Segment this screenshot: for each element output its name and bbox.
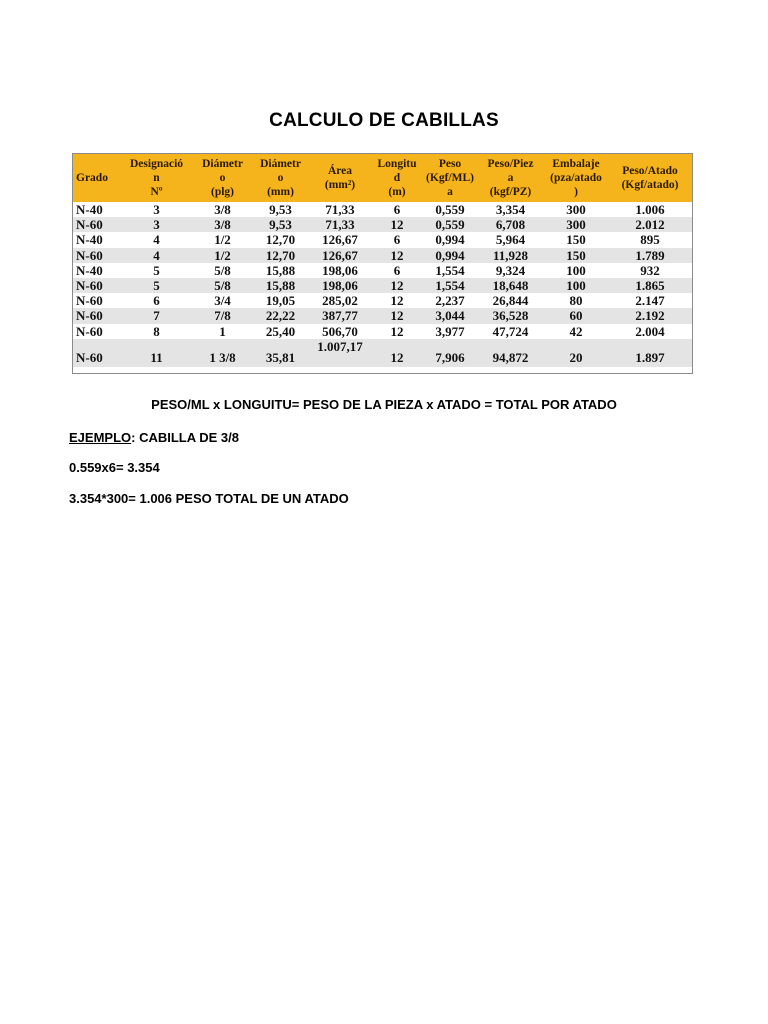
cell: 2.004: [635, 323, 665, 339]
cell: 26,844: [492, 293, 529, 309]
table-header-row: [73, 154, 692, 202]
page-title: CALCULO DE CABILLAS: [269, 110, 499, 131]
cell: 100: [566, 262, 586, 278]
cell: 12: [390, 217, 404, 233]
cell: 7,906: [435, 349, 465, 365]
cell: 3/8: [214, 217, 231, 233]
cell: 9,324: [495, 262, 526, 278]
cell: N-60: [76, 217, 103, 233]
cell: 12: [390, 308, 404, 324]
cell: 895: [640, 232, 660, 248]
cell: 6,708: [495, 217, 526, 233]
cell: 25,40: [265, 323, 296, 339]
cell: 300: [566, 217, 586, 233]
cell: 285,02: [322, 293, 358, 309]
cell: 1.865: [635, 278, 665, 294]
cell: 2,237: [435, 293, 465, 309]
cell: 2.012: [635, 217, 665, 233]
cell: 11,928: [492, 247, 529, 263]
cell: 11: [150, 349, 163, 365]
cell: 6: [153, 293, 160, 309]
cell: 3,354: [495, 202, 526, 218]
header-area: Área (mm²): [324, 165, 356, 191]
cell: 0,559: [435, 217, 465, 233]
cell: 506,70: [322, 323, 358, 339]
table-row: [73, 263, 692, 278]
header-embalaje: Embalaje (pza/atado ): [550, 158, 602, 198]
formula-line: PESO/ML x LONGUITU= PESO DE LA PIEZA x ATADO = TOTAL POR ATADO: [151, 397, 617, 412]
cell: 150: [566, 232, 586, 248]
cell: 1,554: [435, 262, 465, 278]
cell: 12: [390, 278, 404, 294]
cell: N-60: [76, 349, 103, 365]
cell: 1.007,17: [317, 338, 363, 354]
table-row: [73, 324, 692, 339]
rebar-table-image: [72, 153, 693, 374]
cell: 198,06: [322, 262, 358, 278]
cell: 6: [393, 232, 401, 248]
cell: 1,554: [435, 278, 465, 294]
cell: 15,88: [265, 262, 296, 278]
cell: 126,67: [322, 232, 358, 248]
cell: 9,53: [269, 217, 292, 233]
cell: 8: [153, 323, 160, 339]
cell: 1.006: [635, 202, 665, 218]
cell: 22,22: [265, 308, 296, 324]
cell: 71,33: [325, 217, 355, 233]
cell: N-40: [76, 202, 103, 218]
cell: 0,994: [435, 247, 465, 263]
cell: 1.897: [635, 349, 665, 365]
cell: 12,70: [265, 247, 296, 263]
header-diametro-mm: Diámetr o (mm): [260, 158, 301, 198]
cell: 94,872: [492, 349, 529, 365]
cell: 12,70: [265, 232, 296, 248]
cell: 42: [569, 323, 583, 339]
cell: N-60: [76, 247, 103, 263]
cell: 12: [390, 293, 404, 309]
table-row: [73, 278, 692, 293]
cell: 12: [390, 247, 404, 263]
table-row: [73, 293, 692, 308]
example-line: [69, 430, 239, 445]
header-peso-pieza: Peso/Piez a (kgf/PZ): [487, 158, 534, 198]
table-row: [73, 308, 692, 323]
header-grado: Grado: [76, 172, 108, 184]
cell: 5: [153, 278, 160, 294]
cell: 6: [393, 202, 401, 218]
header-diametro-plg: Diámetr o (plg): [202, 158, 243, 198]
table-row: [73, 232, 692, 247]
cell: N-40: [76, 262, 103, 278]
cell: 387,77: [322, 308, 358, 324]
cell: 932: [640, 262, 660, 278]
cell: 3,044: [435, 308, 465, 324]
cell: 0,994: [435, 232, 465, 248]
cell: 1 3/8: [209, 349, 236, 365]
cell: 47,724: [492, 323, 529, 339]
cell: 1/2: [214, 247, 231, 263]
cell: 1: [219, 323, 226, 339]
cell: N-60: [76, 293, 103, 309]
cell: 100: [566, 278, 586, 294]
table-row: [73, 202, 692, 217]
cell: 198,06: [322, 278, 358, 294]
cell: 36,528: [492, 308, 529, 324]
header-designacion: Designació n Nº: [129, 158, 184, 198]
cell: 3,977: [435, 323, 465, 339]
cell: N-60: [76, 278, 103, 294]
table-row: [73, 217, 692, 232]
header-peso: Peso (Kgf/ML) a: [426, 158, 474, 198]
cell: N-40: [76, 232, 103, 248]
cell: 3/8: [214, 202, 231, 218]
cell: 3/4: [214, 293, 231, 309]
table-row: [73, 248, 692, 263]
cell: 4: [153, 232, 160, 248]
cell: 5/8: [214, 278, 231, 294]
cell: 5/8: [214, 262, 231, 278]
cell: 80: [569, 293, 583, 309]
cell: 60: [569, 308, 583, 324]
cell: 3: [153, 217, 160, 233]
header-peso-atado: Peso/Atado (Kgf/atado): [621, 165, 679, 191]
cell: 1/2: [214, 232, 231, 248]
example-label: EJEMPLO: [69, 430, 132, 445]
cell: 7: [153, 308, 160, 324]
cell: 71,33: [325, 202, 355, 218]
cell: 5: [153, 262, 160, 278]
cell: 20: [569, 349, 583, 365]
cell: 7/8: [214, 308, 231, 324]
cell: 12: [390, 323, 404, 339]
cell: 35,81: [265, 349, 296, 365]
cell: 12: [390, 349, 404, 365]
cell: 19,05: [265, 293, 296, 309]
cell: 150: [566, 247, 586, 263]
cell: 15,88: [265, 278, 296, 294]
cell: N-60: [76, 323, 103, 339]
cell: 300: [566, 202, 586, 218]
cell: 126,67: [322, 247, 358, 263]
cell: 9,53: [269, 202, 292, 218]
example-text: : CABILLA DE 3/8: [131, 430, 239, 445]
cell: 3: [153, 202, 160, 218]
cell: 6: [393, 262, 401, 278]
cell: 2.147: [635, 293, 665, 309]
cell: N-60: [76, 308, 103, 324]
cell: 0,559: [435, 202, 465, 218]
table-row: [73, 339, 692, 367]
cell: 1.789: [635, 247, 665, 263]
cell: 18,648: [492, 278, 529, 294]
cell: 4: [153, 247, 160, 263]
header-longitud: Longitu d (m): [377, 158, 417, 198]
cell: 2.192: [635, 308, 665, 324]
cell: 5,964: [495, 232, 526, 248]
rebar-table: [73, 154, 692, 367]
calc-line-2: 3.354*300= 1.006 PESO TOTAL DE UN ATADO: [69, 491, 349, 506]
calc-line-1: 0.559x6= 3.354: [69, 460, 160, 475]
